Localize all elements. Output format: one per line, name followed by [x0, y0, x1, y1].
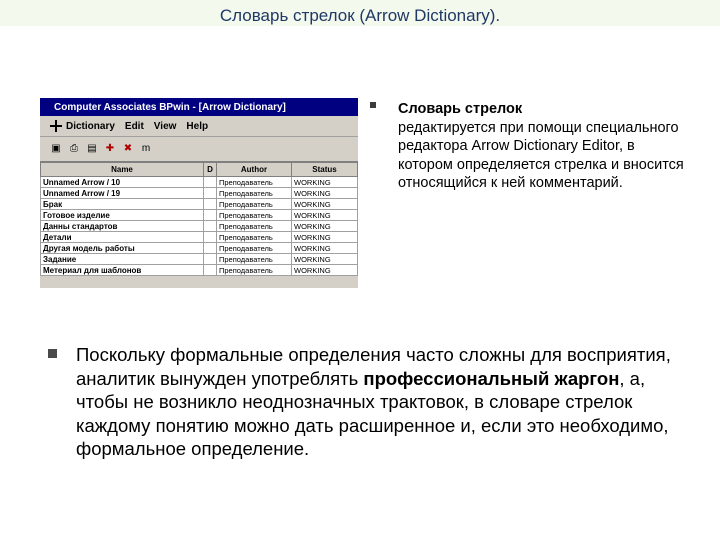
right-bullet-text [370, 100, 690, 193]
cell-author: Преподаватель [217, 232, 292, 243]
cell-author: Преподаватель [217, 254, 292, 265]
move-icon[interactable] [50, 120, 62, 132]
right-bullet-bold: Словарь стрелок [398, 101, 523, 117]
cell-name: Unnamed Arrow / 10 [41, 177, 204, 188]
cell-status: WORKING [292, 199, 358, 210]
cell-status: WORKING [292, 243, 358, 254]
table-row[interactable] [41, 254, 358, 265]
cell-name: Готовое изделие [41, 210, 204, 221]
table-row[interactable] [41, 265, 358, 276]
cell-name: Данны стандартов [41, 221, 204, 232]
save-icon[interactable]: ▣ [51, 143, 61, 154]
cell-d [204, 243, 217, 254]
cell-author: Преподаватель [217, 199, 292, 210]
bottom-text-bold: профессиональный жаргон [363, 367, 620, 389]
cell-author: Преподаватель [217, 243, 292, 254]
cell-status: WORKING [292, 265, 358, 276]
cell-d [204, 265, 217, 276]
cell-d [204, 254, 217, 265]
cell-name: Детали [41, 232, 204, 243]
print-icon[interactable]: ▤ [87, 143, 97, 154]
cell-author: Преподаватель [217, 177, 292, 188]
table-row[interactable] [41, 199, 358, 210]
column-header-author[interactable]: Author [217, 163, 292, 177]
slide-title: Словарь стрелок (Arrow Dictionary). [219, 6, 501, 25]
table-row[interactable] [41, 210, 358, 221]
cell-status: WORKING [292, 254, 358, 265]
cell-status: WORKING [292, 177, 358, 188]
add-arrow-icon[interactable]: ✚ [105, 143, 115, 154]
cell-status: WORKING [292, 221, 358, 232]
cell-name: Задание [41, 254, 204, 265]
cell-d [204, 199, 217, 210]
cell-name: Другая модель работы [41, 243, 204, 254]
column-header-name[interactable]: Name [41, 163, 204, 177]
cell-name: Брак [41, 199, 204, 210]
table-row[interactable] [41, 188, 358, 199]
bottom-text-part2: , а, чтобы не возникло неоднозначных трактовок, в словаре стрелок каждому понятию можно дать расширенное и, если это необходимо, формальное определение. [76, 367, 669, 459]
table-row[interactable] [41, 177, 358, 188]
bottom-text-part1: Поскольку формальные определения часто сложны для восприятия, аналитик вынужден употреблять [76, 344, 671, 389]
right-bullet-body: редактируется при помощи специального редактора Arrow Dictionary Editor, в котором определяется стрелка и вносится относящийся к ней комментарий. [398, 119, 684, 191]
column-header-d[interactable]: D [204, 163, 217, 177]
cell-d [204, 188, 217, 199]
cell-status: WORKING [292, 188, 358, 199]
menu-edit[interactable]: Edit [124, 120, 144, 132]
table-row[interactable] [41, 221, 358, 232]
cell-author: Преподаватель [217, 221, 292, 232]
table-row[interactable] [41, 232, 358, 243]
font-icon[interactable]: m [141, 143, 151, 154]
window-title: Computer Associates BPwin - [Arrow Dictionary] [40, 98, 358, 116]
arrow-dictionary-window [40, 98, 358, 288]
cell-author: Преподаватель [217, 188, 292, 199]
cell-d [204, 221, 217, 232]
delete-arrow-icon[interactable]: ✖ [123, 143, 133, 154]
print-preview-icon[interactable]: ⎙ [70, 143, 78, 154]
arrow-table [40, 162, 358, 276]
column-header-status[interactable]: Status [292, 163, 358, 177]
menu-dictionary[interactable]: Dictionary [66, 120, 115, 132]
cell-name: Метериал для шаблонов [41, 265, 204, 276]
cell-author: Преподаватель [217, 265, 292, 276]
cell-status: WORKING [292, 210, 358, 221]
cell-name: Unnamed Arrow / 19 [41, 188, 204, 199]
cell-status: WORKING [292, 232, 358, 243]
menu-bar [40, 116, 358, 137]
menu-help[interactable]: Help [186, 120, 209, 132]
cell-author: Преподаватель [217, 210, 292, 221]
bottom-bullet-text [48, 343, 678, 461]
cell-d [204, 177, 217, 188]
table-row[interactable] [41, 243, 358, 254]
toolbar [40, 137, 358, 162]
cell-d [204, 232, 217, 243]
cell-d [204, 210, 217, 221]
menu-view[interactable]: View [153, 120, 177, 132]
